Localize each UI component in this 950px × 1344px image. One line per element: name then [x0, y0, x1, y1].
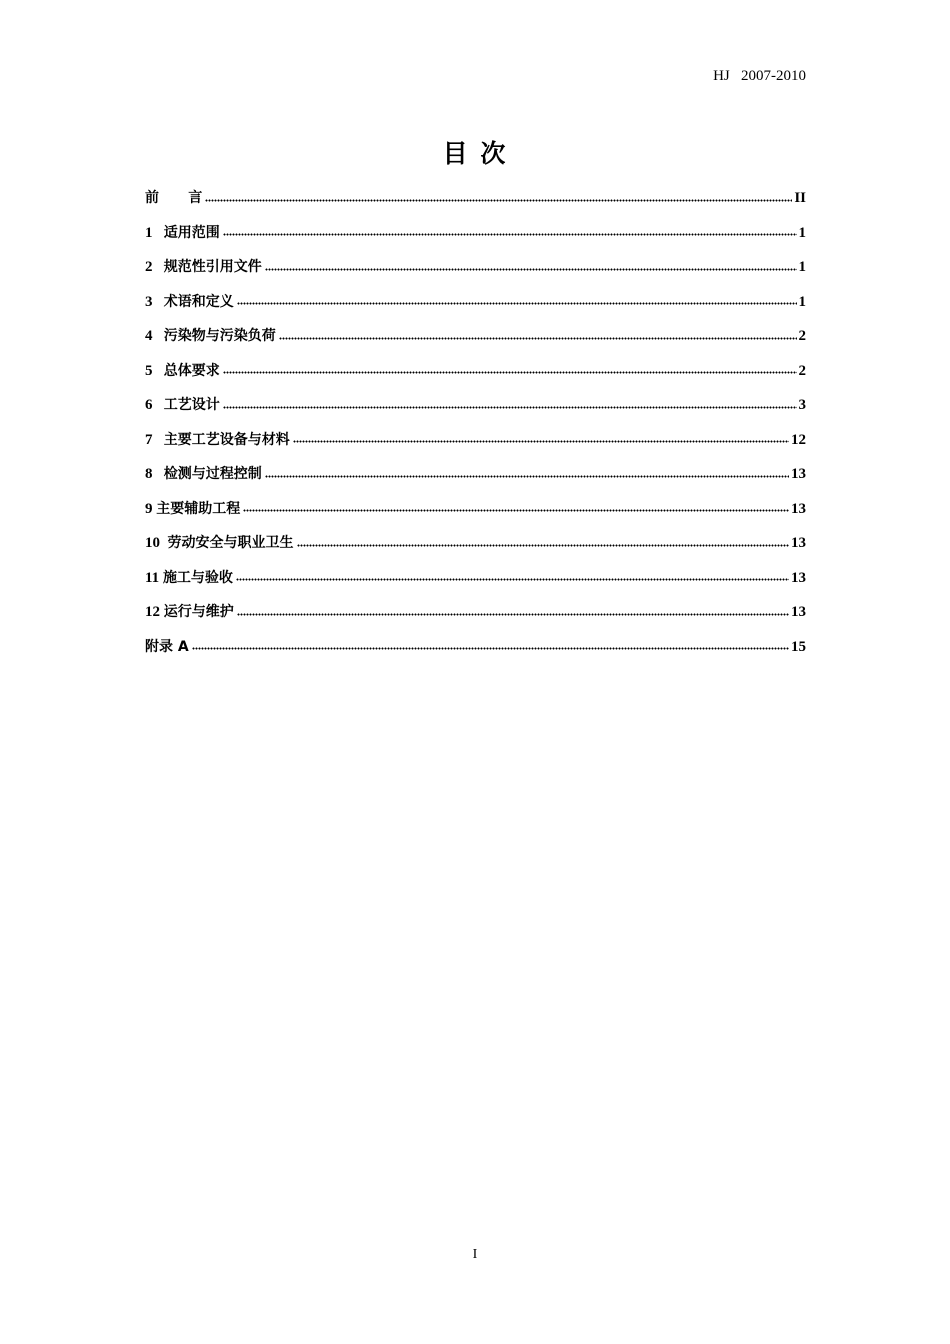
document-code: HJ 2007-2010 [713, 68, 806, 84]
toc-entry-page: 13 [791, 466, 806, 482]
dot-leader [223, 371, 797, 375]
toc-entry-page: 1 [798, 293, 806, 310]
toc-entry-page: 3 [798, 397, 806, 413]
toc-entry-auxiliary-works[interactable] [145, 498, 806, 533]
toc-entry-number: 1 [145, 224, 164, 241]
toc-entry-label: 主要工艺设备与材料 [163, 431, 290, 448]
toc-entry-label: 施工与验收 [162, 569, 233, 586]
toc-entry-number: 11 [145, 569, 163, 586]
toc-entry-appendix-a[interactable] [145, 636, 806, 671]
toc-entry-process-design[interactable] [145, 394, 806, 429]
toc-title: 目 次 [442, 139, 508, 168]
dot-leader [236, 578, 789, 582]
dot-leader [237, 612, 789, 616]
toc-entry-number: 4 [145, 328, 164, 344]
toc-entry-label: 污染物与污染负荷 [163, 328, 276, 344]
toc-entry-number: 12 [145, 604, 164, 620]
toc-entry-normative-references[interactable] [145, 256, 806, 291]
dot-leader [297, 543, 790, 547]
toc-entry-number: 3 [145, 293, 164, 310]
dot-leader [237, 302, 797, 306]
toc-entry-page: 13 [791, 604, 806, 620]
dot-leader [223, 233, 797, 237]
toc-entry-label: 术语和定义 [163, 293, 234, 310]
dot-leader [265, 474, 789, 478]
toc-entry-scope[interactable] [145, 222, 806, 257]
toc-entry-label: 检测与过程控制 [163, 466, 262, 482]
dot-leader [243, 509, 789, 513]
toc-entry-number: 5 [145, 362, 164, 379]
toc-entry-number: 8 [145, 466, 164, 482]
table-of-contents [145, 187, 806, 670]
toc-entry-number: 2 [145, 259, 164, 275]
toc-entry-number: 7 [145, 431, 164, 448]
toc-entry-page: 1 [798, 259, 806, 275]
toc-entry-label: 规范性引用文件 [163, 259, 262, 275]
toc-entry-monitoring-control[interactable] [145, 463, 806, 498]
toc-entry-page: 2 [798, 362, 806, 379]
toc-entry-safety-health[interactable] [145, 532, 806, 567]
dot-leader [192, 647, 789, 651]
toc-entry-page: 13 [791, 500, 806, 517]
toc-entry-equipment-materials[interactable] [145, 429, 806, 464]
toc-entry-label: 运行与维护 [163, 604, 234, 620]
toc-entry-number: 10 [145, 535, 168, 551]
toc-entry-label: 总体要求 [163, 362, 220, 379]
toc-entry-terms-definitions[interactable] [145, 291, 806, 326]
toc-entry-number: 6 [145, 397, 164, 413]
dot-leader [265, 267, 797, 271]
toc-entry-construction-acceptance[interactable] [145, 567, 806, 602]
toc-entry-label: 主要辅助工程 [156, 500, 241, 517]
dot-leader [205, 198, 792, 202]
toc-entry-page: 13 [791, 569, 806, 586]
toc-entry-label: 劳动安全与职业卫生 [167, 535, 294, 551]
toc-entry-pollutants[interactable] [145, 325, 806, 360]
dot-leader [293, 440, 789, 444]
page-number: I [472, 1247, 478, 1262]
toc-entry-operation-maintenance[interactable] [145, 601, 806, 636]
toc-entry-page: 1 [798, 224, 806, 241]
toc-entry-foreword[interactable] [145, 187, 806, 222]
toc-entry-page: 12 [791, 431, 806, 448]
toc-entry-page: 15 [791, 638, 806, 655]
toc-entry-label: 工艺设计 [163, 397, 220, 413]
toc-entry-label: 适用范围 [163, 224, 220, 241]
dot-leader [223, 405, 797, 409]
toc-entry-label: 前 言 [145, 190, 203, 206]
dot-leader [279, 336, 797, 340]
toc-entry-page: II [794, 190, 806, 206]
toc-entry-page: 2 [798, 328, 806, 344]
toc-entry-general-requirements[interactable] [145, 360, 806, 395]
toc-entry-label: 附录 A [145, 638, 189, 655]
toc-entry-page: 13 [791, 535, 806, 551]
toc-entry-number: 9 [145, 500, 157, 517]
